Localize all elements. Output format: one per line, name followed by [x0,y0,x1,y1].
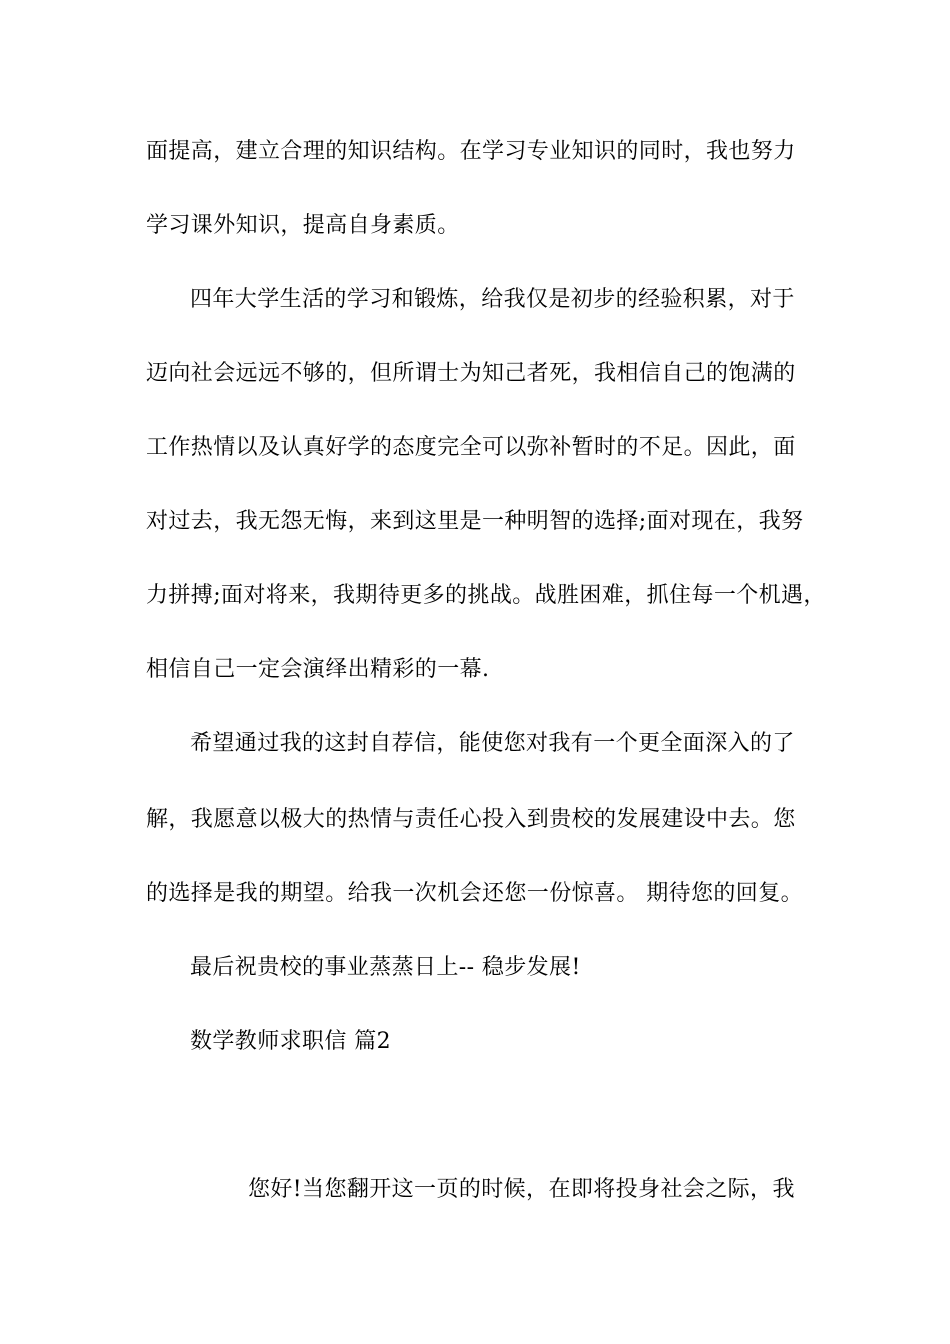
paragraph-line: 面提高，建立合理的知识结构。在学习专业知识的同时，我也努力 [146,139,796,164]
section-heading: 数学教师求职信 篇2 [190,1029,391,1054]
paragraph-line: 四年大学生活的学习和锻炼，给我仅是初步的经验积累，对于 [190,287,795,312]
paragraph-line: 力拼搏;面对将来，我期待更多的挑战。战胜困难，抓住每一个机遇， [146,583,826,608]
paragraph-line: 迈向社会远远不够的，但所谓士为知己者死，我相信自己的饱满的 [146,361,796,386]
paragraph-line: 希望通过我的这封自荐信，能使您对我有一个更全面深入的了 [190,731,795,756]
paragraph-line: 的选择是我的期望。给我一次机会还您一份惊喜。 期待您的回复。 [146,881,803,906]
closing-line: 最后祝贵校的事业蒸蒸日上-- 稳步发展! [190,955,581,980]
paragraph-line: 您好!当您翻开这一页的时候，在即将投身社会之际，我 [248,1177,795,1202]
paragraph-line: 对过去，我无怨无悔，来到这里是一种明智的选择;面对现在，我努 [146,509,804,534]
paragraph-line: 相信自己一定会演绎出精彩的一幕. [146,657,490,682]
paragraph-line: 学习课外知识，提高自身素质。 [146,213,460,238]
paragraph-line: 解，我愿意以极大的热情与责任心投入到贵校的发展建设中去。您 [146,807,796,832]
paragraph-line: 工作热情以及认真好学的态度完全可以弥补暂时的不足。因此，面 [146,435,796,460]
